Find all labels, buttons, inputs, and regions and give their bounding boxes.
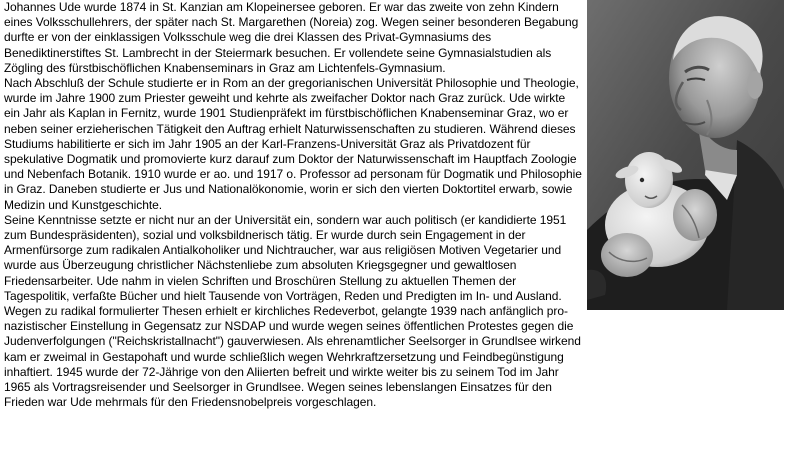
paragraph-early-life: Johannes Ude wurde 1874 in St. Kanzian am Klopeinersee geboren. Er war das zweite von zehn Kindern eines Volksschullehrers, der später nach St. Margarethen (Noreia) zog. Wegen seiner besonderen Begabung durfte er von der einklassigen Volksschule weg die drei Klassen des Privat-Gymnasiums des Benediktinerstiftes St. Lambrecht in der Steiermark besuchen. Er vollendete seine Gymnasialstudien als Zögling des fürstbischöflichen Knabenseminars in Graz am Lichtenfels-Gymnasium.	[4, 0, 579, 75]
portrait-photo	[587, 0, 784, 310]
portrait-photo-icon	[587, 0, 784, 310]
paragraph-activism: Seine Kenntnisse setzte er nicht nur an der Universität ein, sondern war auch politisch (er kandidierte 1951 zum Bundespräsidenten), sozial und volksbildnerisch tätig. Er wurde durch sein Engagement in der Armenfürsorge zum radikalen Antialkoholiker und Nichtraucher, war aus religiösen Motiven Vegetarier und wurde aus Überzeugung christlicher Nächstenliebe zum absoluten Kriegsgegner und gewaltlosen Friedensarbeiter. Ude nahm in vielen Schriften und Broschüren Stellung zu aktuellen Themen der Tagespolitik, verfaßte Bücher und hielt Tausende von Vorträgen, Reden und Predigten im In- und Ausland. Wegen zu radikal formulierter Thesen erhielt er kirchliches Redeverbot, gelangte 1939 nach anfänglich pro-nazistischer Einstellung in Gegensatz zur NSDAP und wurde wegen seines öffentlichen Protestes gegen die Judenverfolgungen ("Reichskristallnacht") gauverwiesen. Als ehrenamtlicher Seelsorger in Grundlsee wirkend kam er zweimal in Gestapohaft und wurde schließlich wegen Wehrkraftzersetzung und Feindbegünstigung inhaftiert. 1945 wurde der 72-Jährige von den Aliierten befreit und wirkte weiter bis zu seinem Tod im Jahr 1965 als Vortragsreisender und Seelsorger in Grundlsee. Wegen seines lebenslangen Einsatzes für den Frieden war Ude mehrmals für den Friedensnobelpreis vorgeschlagen.	[4, 212, 581, 410]
biography-text	[4, 0, 582, 410]
paragraph-studies-career: Nach Abschluß der Schule studierte er in Rom an der gregorianischen Universität Philosophie und Theologie, wurde im Jahre 1900 zum Priester geweiht und kehrte als zweifacher Doktor nach Graz zurück. Ude wirkte ein Jahr als Kaplan in Fernitz, wurde 1901 Studienpräfekt im fürstbischöflichen Knabenseminar Graz, wo er neben seiner erzieherischen Tätigkeit den Auftrag erhielt Naturwissenschaften zu studieren. Während dieses Studiums habilitierte er sich im Jahr 1905 an der Karl-Franzens-Universität Graz als Privatdozent für spekulative Dogmatik und promovierte kurz darauf zum Doktor der Naturwissenschaft im Hauptfach Zoologie und Nebenfach Botanik. 1910 wurde er ao. und 1917 o. Professor ad personam für Dogmatik und Philosophie in Graz. Daneben studierte er Jus und Nationalökonomie, worin er sich den vierten Doktortitel erwarb, sowie Medizin und Kunstgeschichte.	[4, 76, 582, 212]
